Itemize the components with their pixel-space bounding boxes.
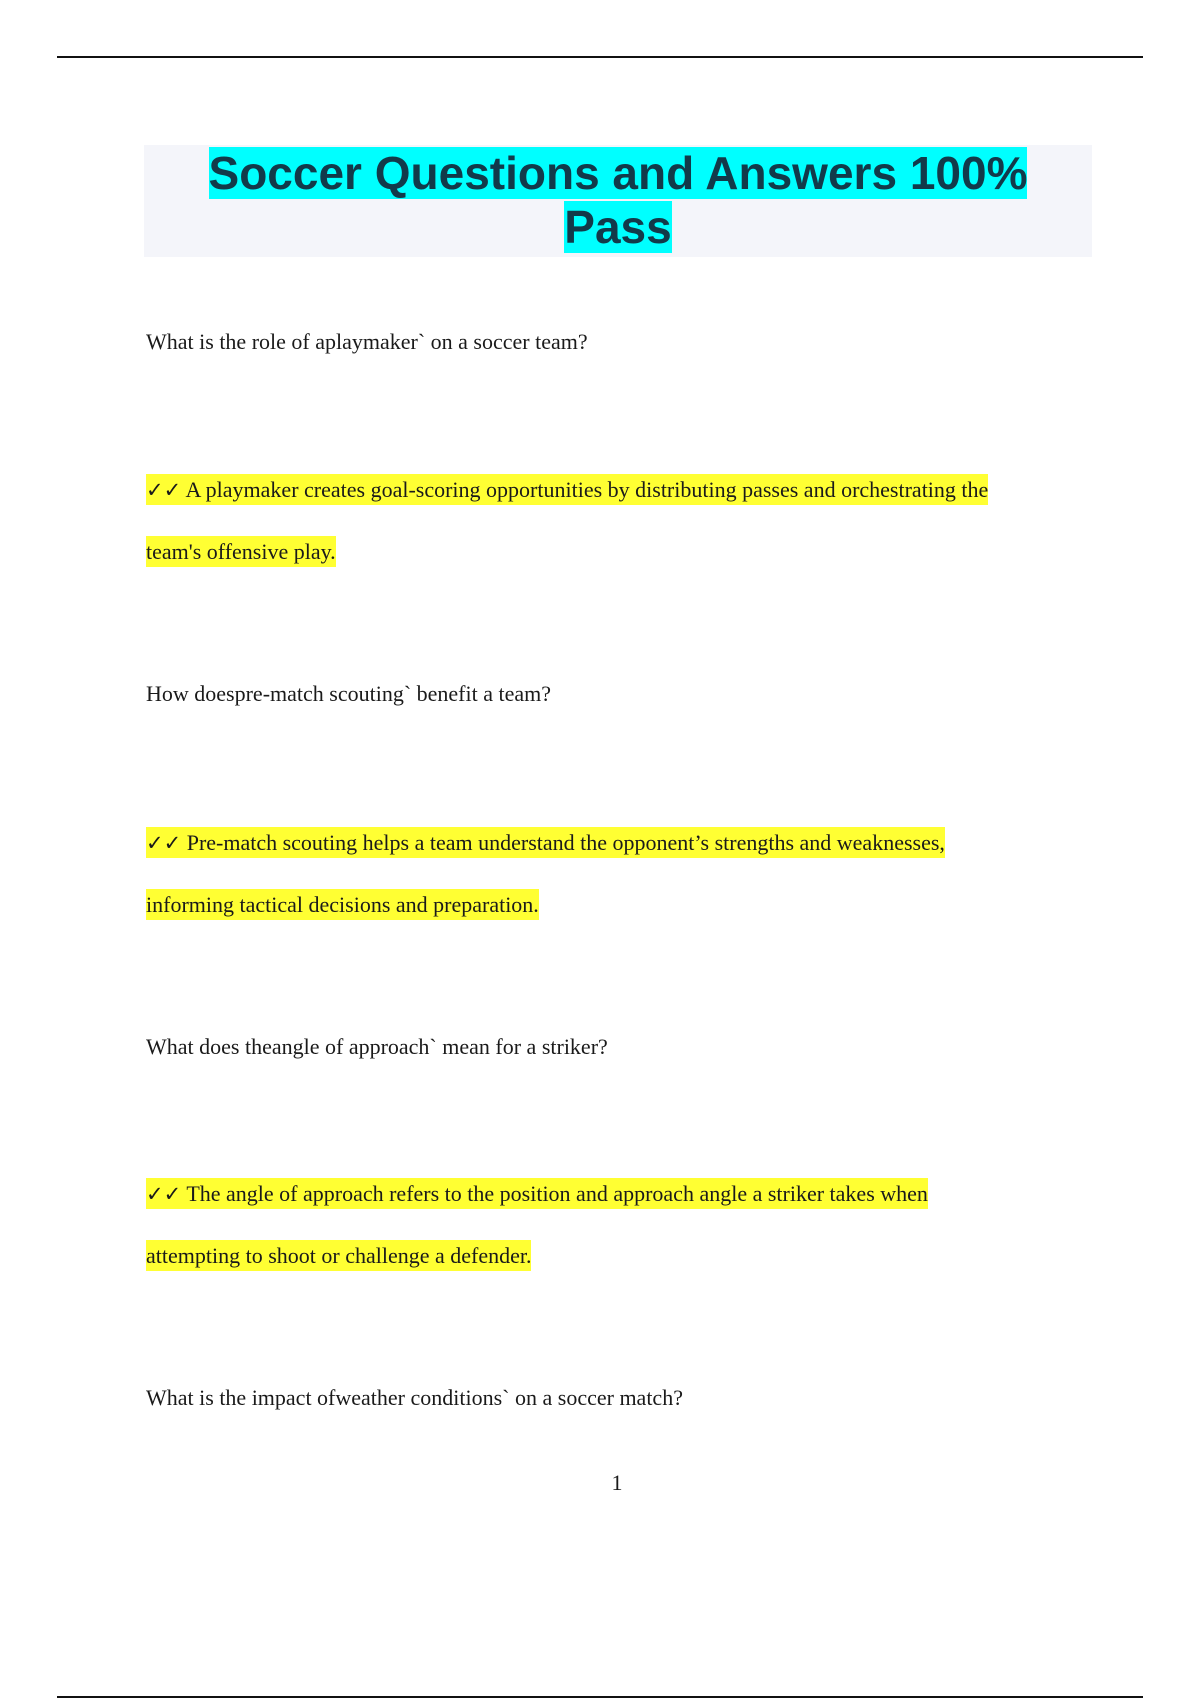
page-number: 1 [611, 1470, 623, 1495]
title-line-2: Pass [564, 201, 672, 253]
answer-2-line-2: informing tactical decisions and preparation. [146, 889, 539, 920]
answer-1-line-1: ✓✓ A playmaker creates goal-scoring opportunities by distributing passes and orchestrating the [146, 474, 988, 505]
answer-3-line-2: attempting to shoot or challenge a defender. [146, 1240, 531, 1271]
double-check-icon: ✓✓ [146, 831, 182, 855]
title-line-1: Soccer Questions and Answers 100% [208, 147, 1028, 199]
double-check-icon: ✓✓ [146, 478, 182, 502]
answer-3-line-1: ✓✓ The angle of approach refers to the position and approach angle a striker takes when [146, 1178, 928, 1209]
title-banner [144, 145, 1092, 257]
top-rule [57, 56, 1143, 58]
question-1: What is the role of aplaymaker` on a soccer team? [146, 329, 588, 354]
question-3: What does theangle of approach` mean for a striker? [146, 1034, 608, 1059]
answer-2 [146, 812, 1096, 935]
answer-1 [146, 459, 1096, 582]
double-check-icon: ✓✓ [146, 1182, 182, 1206]
question-4: What is the impact ofweather conditions` on a soccer match? [146, 1385, 683, 1410]
answer-3 [146, 1163, 1096, 1286]
bottom-rule [57, 1696, 1143, 1698]
page-title [144, 145, 1092, 254]
answer-1-line-2: team's offensive play. [146, 536, 336, 567]
question-2: How doespre-match scouting` benefit a team? [146, 681, 552, 706]
answer-2-line-1: ✓✓ Pre-match scouting helps a team understand the opponent’s strengths and weaknesses, [146, 827, 945, 858]
